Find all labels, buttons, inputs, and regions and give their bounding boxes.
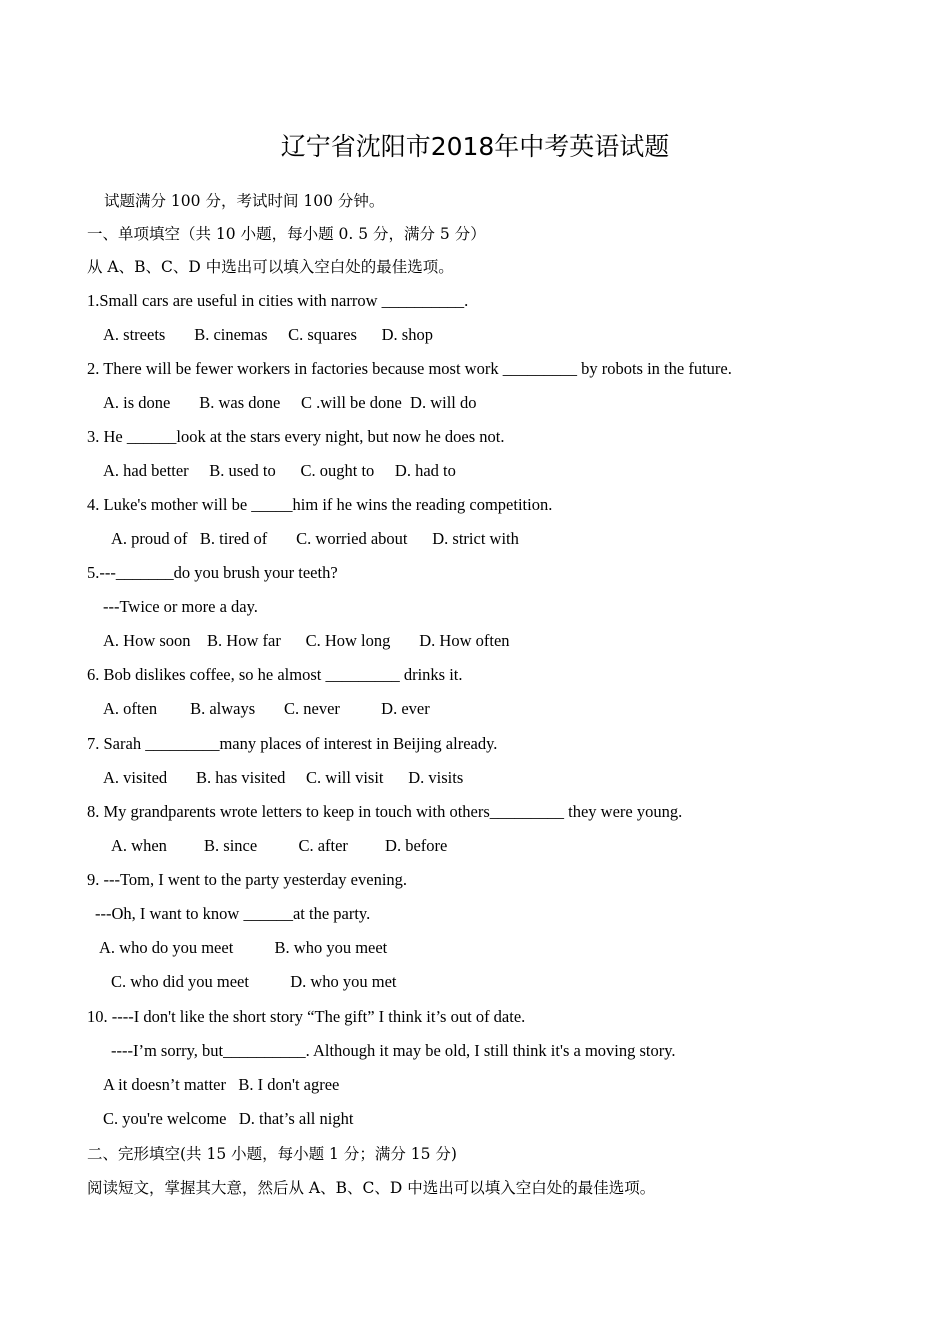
question-9-options-ab: A. who do you meet B. who you meet: [99, 938, 388, 957]
question-1-options: A. streets B. cinemas C. squares D. shop: [103, 325, 433, 344]
exam-intro: 试题满分 100 分，考试时间 100 分钟。: [104, 192, 385, 210]
question-9-reply: ---Oh, I want to know ______at the party.: [95, 904, 371, 923]
exam-title: 辽宁省沈阳市2018年中考英语试题: [280, 132, 670, 161]
question-10-options-ab: A it doesn’t matter B. I don't agree: [103, 1075, 340, 1094]
question-2: 2. There will be fewer workers in factories because most work _________ by robots in the future.: [87, 359, 732, 378]
question-5-options: A. How soon B. How far C. How long D. How often: [103, 631, 510, 650]
question-9: 9. ---Tom, I went to the party yesterday evening.: [87, 870, 408, 889]
question-10-options-cd: C. you're welcome D. that’s all night: [103, 1109, 354, 1128]
question-5-reply: ---Twice or more a day.: [103, 597, 258, 616]
question-7: 7. Sarah _________many places of interest in Beijing already.: [87, 734, 498, 753]
question-2-options: A. is done B. was done C .will be done D. will do: [103, 393, 477, 412]
question-8-options: A. when B. since C. after D. before: [111, 836, 448, 855]
question-6: 6. Bob dislikes coffee, so he almost _________ drinks it.: [87, 665, 463, 684]
section2-instruction: 阅读短文，掌握其大意，然后从 A、B、C、D 中选出可以填入空白处的最佳选项。: [87, 1179, 656, 1197]
question-3: 3. He ______look at the stars every night, but now he does not.: [87, 427, 505, 446]
question-6-options: A. often B. always C. never D. ever: [103, 699, 430, 718]
question-8: 8. My grandparents wrote letters to keep in touch with others_________ they were young.: [87, 802, 683, 821]
section1-heading: 一、单项填空（共 10 小题，每小题 0. 5 分，满分 5 分）: [87, 225, 486, 243]
question-7-options: A. visited B. has visited C. will visit D. visits: [103, 768, 464, 787]
question-3-options: A. had better B. used to C. ought to D. had to: [103, 461, 456, 480]
question-9-options-cd: C. who did you meet D. who you met: [111, 972, 397, 991]
section2-heading: 二、完形填空(共 15 小题，每小题 1 分；满分 15 分): [87, 1145, 457, 1163]
question-4: 4. Luke's mother will be _____him if he wins the reading competition.: [87, 495, 553, 514]
section1-instruction: 从 A、B、C、D 中选出可以填入空白处的最佳选项。: [87, 258, 454, 276]
question-5: 5.---_______do you brush your teeth?: [87, 563, 338, 582]
question-4-options: A. proud of B. tired of C. worried about D. strict with: [111, 529, 519, 548]
question-10: 10. ----I don't like the short story “The gift” I think it’s out of date.: [87, 1007, 526, 1026]
question-1: 1.Small cars are useful in cities with narrow __________.: [87, 291, 469, 310]
question-10-reply: ----I’m sorry, but__________. Although it may be old, I still think it's a moving story.: [111, 1041, 676, 1060]
